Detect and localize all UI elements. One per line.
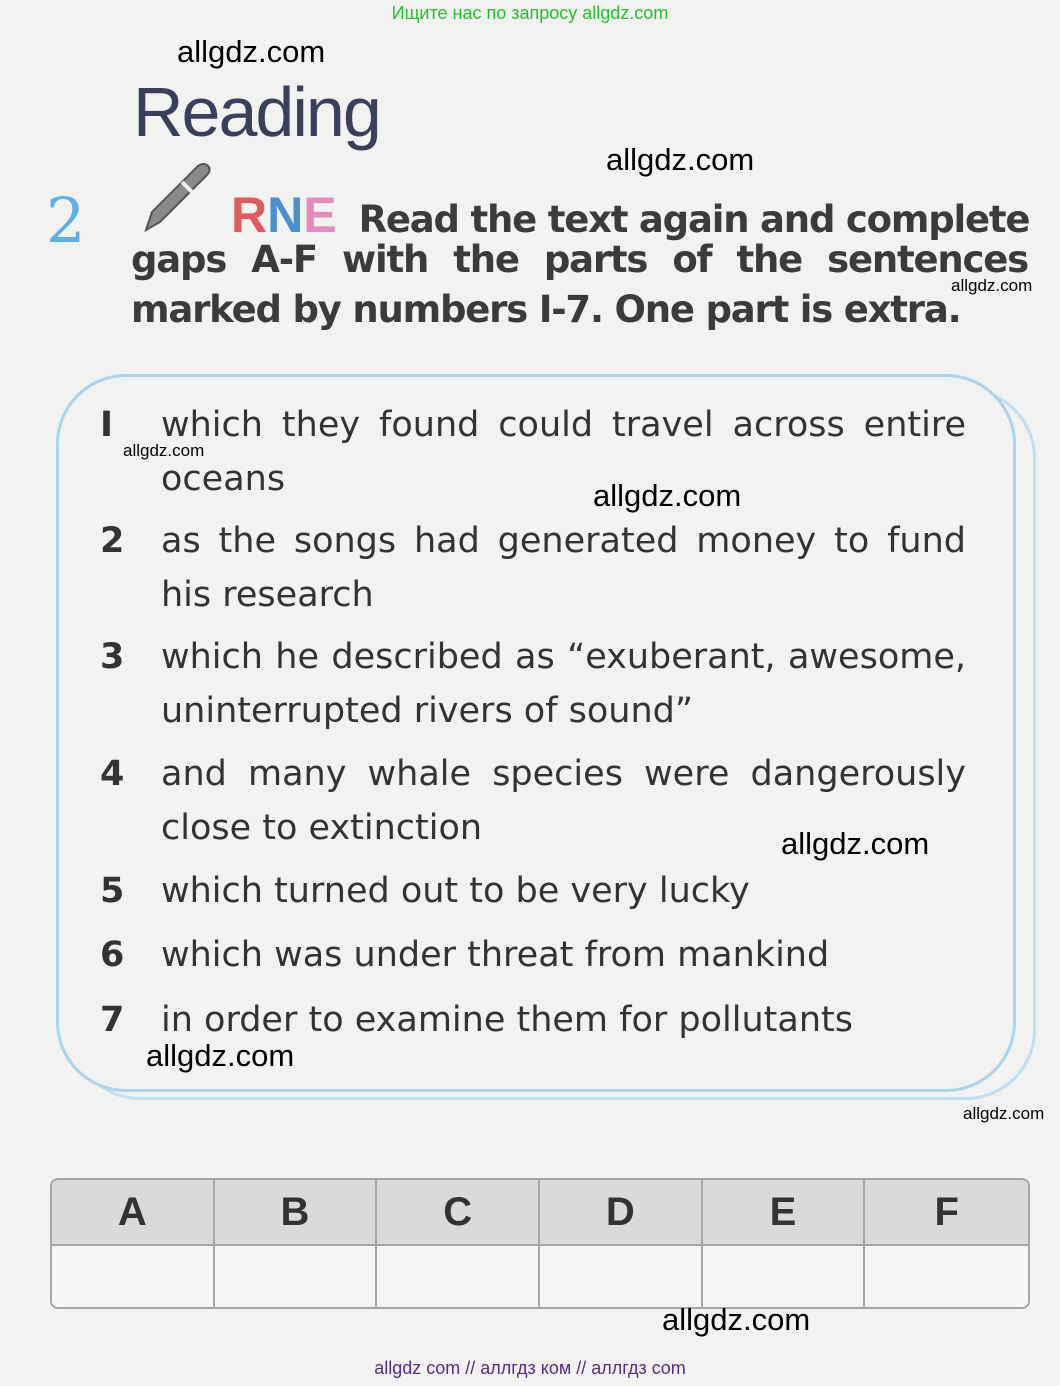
watermark: allgdz.com bbox=[123, 441, 205, 460]
answer-header-c: C bbox=[377, 1180, 540, 1246]
answer-cell-c[interactable] bbox=[377, 1246, 540, 1307]
answer-header-e: E bbox=[703, 1180, 866, 1246]
watermark: allgdz.com bbox=[593, 478, 742, 513]
watermark: allgdz.com bbox=[963, 1104, 1045, 1123]
pen-icon bbox=[138, 160, 214, 234]
list-item: 3 which he described as “exuberant, awesome, uninterrupted rivers of sound” bbox=[100, 637, 966, 731]
answer-cell-b[interactable] bbox=[215, 1246, 378, 1307]
answer-header-f: F bbox=[865, 1180, 1028, 1246]
answer-header-b: B bbox=[215, 1180, 378, 1246]
answer-cell-a[interactable] bbox=[52, 1246, 215, 1307]
answer-table bbox=[50, 1178, 1030, 1309]
list-item: 2 as the songs had generated money to fund his research bbox=[100, 521, 966, 615]
rne-badge: RNE bbox=[231, 187, 337, 243]
bottom-note: allgdz com // аллгдз ком // аллгдз com bbox=[374, 1358, 686, 1378]
list-item: 4 and many whale species were dangerously close to extinction bbox=[100, 754, 966, 848]
answer-header-d: D bbox=[540, 1180, 703, 1246]
instruction-line-2: gaps A-F with the parts of the sentences bbox=[131, 238, 1028, 281]
list-item: I which they found could travel across entire oceans bbox=[100, 405, 966, 499]
watermark: allgdz.com bbox=[146, 1038, 295, 1073]
answer-cell-e[interactable] bbox=[703, 1246, 866, 1307]
watermark: allgdz.com bbox=[662, 1302, 811, 1337]
watermark: allgdz.com bbox=[781, 826, 930, 861]
list-item: 7 in order to examine them for pollutants bbox=[100, 1000, 853, 1040]
instruction-line-3: marked by numbers I-7. One part is extra. bbox=[131, 288, 961, 331]
watermark: allgdz.com bbox=[177, 34, 326, 69]
instruction-line-1: RNE Read the text again and complete bbox=[231, 187, 1030, 243]
exercise-number: 2 bbox=[46, 184, 86, 257]
answer-header-a: A bbox=[52, 1180, 215, 1246]
section-title: Reading bbox=[133, 73, 380, 151]
top-note: Ищите нас по запросу allgdz.com bbox=[391, 3, 669, 23]
watermark: allgdz.com bbox=[606, 142, 755, 177]
list-item: 6 which was under threat from mankind bbox=[100, 935, 830, 975]
watermark: allgdz.com bbox=[951, 276, 1033, 295]
answer-cell-d[interactable] bbox=[540, 1246, 703, 1307]
answer-cell-f[interactable] bbox=[865, 1246, 1028, 1307]
list-item: 5 which turned out to be very lucky bbox=[100, 871, 750, 911]
